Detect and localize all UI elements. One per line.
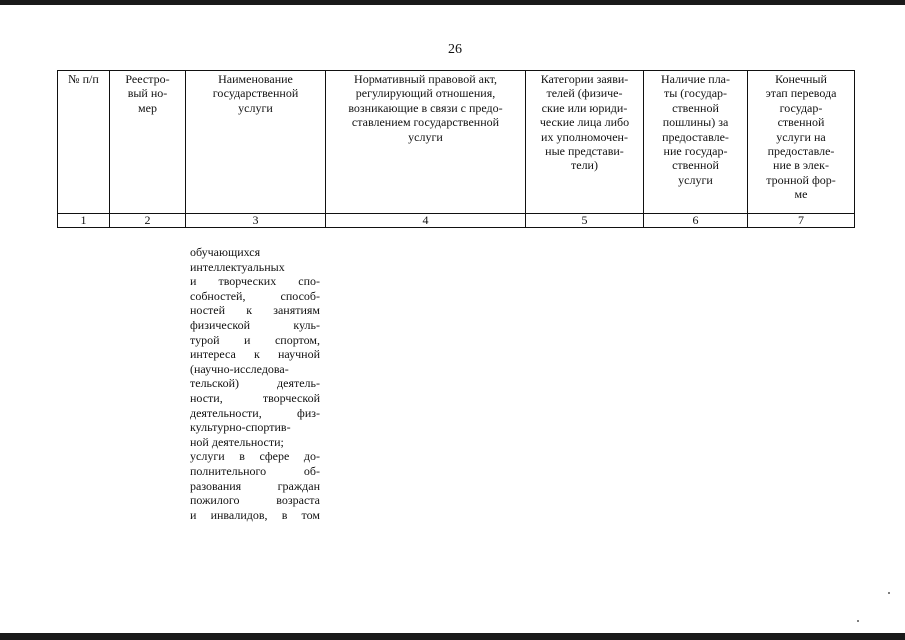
continuation-line: турой и спортом,: [190, 332, 320, 347]
column-number: 2: [110, 214, 186, 228]
continuation-line: интереса к научной: [190, 347, 320, 362]
col-header-fee: Наличие пла- ты (государ- ственной пошлины) за предоставле- ние государ- ственной услуги: [644, 71, 748, 214]
col-header-legal-act: Нормативный правовой акт, регулирующий отношения, возникающие в связи с предо- ставлением государственной услуги: [326, 71, 526, 214]
continuation-line: ностей к занятиям: [190, 303, 320, 318]
column-number: 1: [58, 214, 110, 228]
continuation-line: физической куль-: [190, 317, 320, 332]
column-number: 3: [186, 214, 326, 228]
continuation-line: полнительного об-: [190, 463, 320, 478]
scan-speck: [857, 620, 859, 622]
column-number: 5: [526, 214, 644, 228]
col-header-applicant-categories: Категории заяви- телей (физиче- ские или юриди- ческие лица либо их уполномочен- ные представи- тели): [526, 71, 644, 214]
continuation-line: интеллектуальных: [190, 259, 285, 274]
scan-speck: [888, 592, 890, 594]
col-header-registry-number: Реестро- вый но- мер: [110, 71, 186, 214]
continuation-line: ной деятельности;: [190, 434, 284, 449]
continuation-line: разования граждан: [190, 478, 320, 493]
continuation-line: собностей, способ-: [190, 288, 320, 303]
services-table: [57, 70, 855, 228]
scan-edge-top: [0, 0, 905, 5]
continuation-line: деятельности, физ-: [190, 405, 320, 420]
column-number: 4: [326, 214, 526, 228]
continuation-line: культурно-спортив-: [190, 420, 291, 435]
scan-edge-bottom: [0, 633, 905, 640]
page-number: 26: [448, 42, 462, 57]
col-header-final-stage: Конечный этап перевода государ- ственной услуги на предоставле- ние в элек- тронной фор- ме: [748, 71, 855, 214]
continuation-line: тельской) деятель-: [190, 376, 320, 391]
column-number-row: [58, 214, 855, 228]
header-row: [58, 71, 855, 214]
col-header-service-name: Наименование государственной услуги: [186, 71, 326, 214]
service-name-continuation: [190, 245, 320, 522]
col-header-number: № п/п: [58, 71, 110, 214]
continuation-line: и творческих спо-: [190, 274, 320, 289]
column-number: 7: [748, 214, 855, 228]
continuation-line: обучающихся: [190, 245, 261, 259]
continuation-line: услуги в сфере до-: [190, 449, 320, 464]
continuation-line: ности, творческой: [190, 390, 320, 405]
continuation-line: пожилого возраста: [190, 493, 320, 508]
continuation-line: и инвалидов, в том: [190, 507, 320, 522]
continuation-line: (научно-исследова-: [190, 361, 289, 376]
column-number: 6: [644, 214, 748, 228]
